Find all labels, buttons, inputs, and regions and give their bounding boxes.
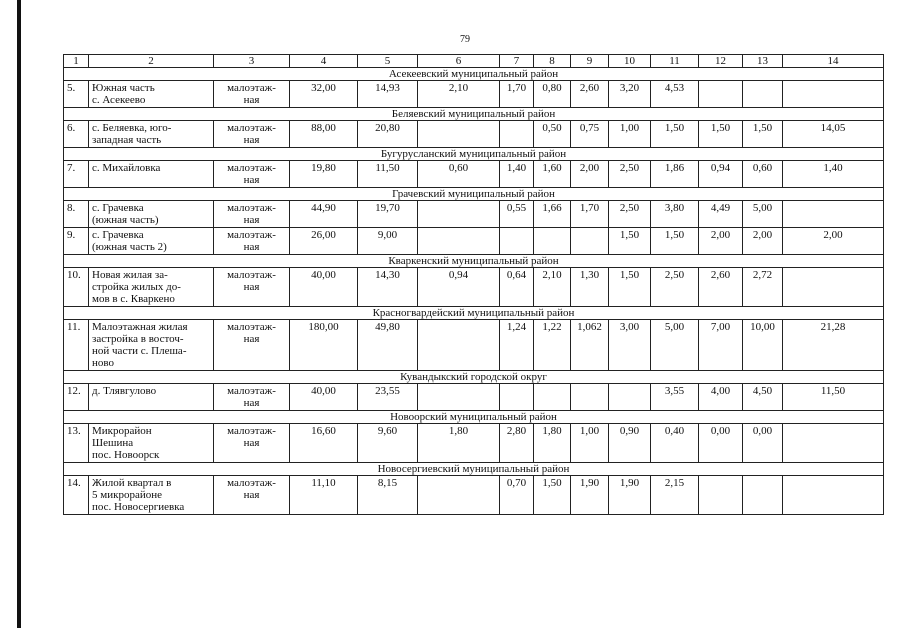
building-type: малоэтаж- ная (214, 320, 290, 371)
site-name: с. Михайловка (89, 161, 214, 188)
column-number-cell: 4 (290, 55, 358, 68)
building-type: малоэтаж- ная (214, 228, 290, 255)
building-type: малоэтаж- ная (214, 201, 290, 228)
value-cell (534, 384, 571, 411)
building-type: малоэтаж- ная (214, 81, 290, 108)
value-cell (743, 81, 783, 108)
district-row (64, 463, 884, 476)
value-cell: 21,28 (783, 320, 884, 371)
building-type: малоэтаж- ная (214, 384, 290, 411)
building-type: малоэтаж- ная (214, 476, 290, 515)
value-cell: 0,94 (699, 161, 743, 188)
table-row (64, 320, 884, 371)
page-number: 79 (460, 34, 470, 45)
building-type: малоэтаж- ная (214, 424, 290, 463)
value-cell: 5,00 (651, 320, 699, 371)
value-cell: 9,00 (358, 228, 418, 255)
site-name: с. Грачевка (южная часть 2) (89, 228, 214, 255)
table-body (64, 55, 884, 515)
building-type: малоэтаж- ная (214, 121, 290, 148)
value-cell: 40,00 (290, 268, 358, 307)
value-cell (500, 228, 534, 255)
site-name: с. Беляевка, юго- западная часть (89, 121, 214, 148)
value-cell: 11,10 (290, 476, 358, 515)
housing-table (63, 54, 884, 515)
value-cell (743, 476, 783, 515)
row-number: 10. (64, 268, 89, 307)
row-number: 12. (64, 384, 89, 411)
value-cell: 1,00 (609, 121, 651, 148)
value-cell: 0,75 (571, 121, 609, 148)
value-cell (783, 424, 884, 463)
row-number: 13. (64, 424, 89, 463)
value-cell: 14,30 (358, 268, 418, 307)
value-cell (534, 228, 571, 255)
column-number-cell: 8 (534, 55, 571, 68)
value-cell: 1,40 (783, 161, 884, 188)
value-cell: 44,90 (290, 201, 358, 228)
table-row (64, 81, 884, 108)
value-cell (571, 228, 609, 255)
building-type: малоэтаж- ная (214, 161, 290, 188)
column-number-cell: 12 (699, 55, 743, 68)
value-cell: 0,70 (500, 476, 534, 515)
district-name: Новоорский муниципальный район (64, 411, 884, 424)
value-cell: 4,50 (743, 384, 783, 411)
value-cell: 2,72 (743, 268, 783, 307)
value-cell: 14,05 (783, 121, 884, 148)
value-cell: 2,50 (609, 161, 651, 188)
table-row (64, 161, 884, 188)
value-cell: 23,55 (358, 384, 418, 411)
value-cell: 5,00 (743, 201, 783, 228)
column-number-cell: 10 (609, 55, 651, 68)
value-cell: 2,00 (571, 161, 609, 188)
district-row (64, 188, 884, 201)
site-name: Микрорайон Шешина пос. Новоорск (89, 424, 214, 463)
value-cell: 0,64 (500, 268, 534, 307)
value-cell: 1,40 (500, 161, 534, 188)
value-cell: 0,00 (743, 424, 783, 463)
value-cell: 3,20 (609, 81, 651, 108)
column-number-cell: 1 (64, 55, 89, 68)
district-row (64, 148, 884, 161)
table-row (64, 476, 884, 515)
row-number: 9. (64, 228, 89, 255)
value-cell (500, 121, 534, 148)
value-cell (418, 476, 500, 515)
column-number-cell: 3 (214, 55, 290, 68)
value-cell: 1,90 (571, 476, 609, 515)
value-cell (418, 228, 500, 255)
value-cell: 0,94 (418, 268, 500, 307)
value-cell: 1,60 (534, 161, 571, 188)
value-cell: 2,50 (609, 201, 651, 228)
value-cell: 0,55 (500, 201, 534, 228)
value-cell: 1,50 (534, 476, 571, 515)
value-cell: 20,80 (358, 121, 418, 148)
value-cell: 10,00 (743, 320, 783, 371)
value-cell: 2,80 (500, 424, 534, 463)
district-name: Кваркенский муниципальный район (64, 255, 884, 268)
value-cell (418, 384, 500, 411)
value-cell: 49,80 (358, 320, 418, 371)
row-number: 5. (64, 81, 89, 108)
value-cell: 4,00 (699, 384, 743, 411)
value-cell (699, 476, 743, 515)
district-name: Бугурусланский муниципальный район (64, 148, 884, 161)
value-cell: 4,49 (699, 201, 743, 228)
value-cell: 32,00 (290, 81, 358, 108)
value-cell: 1,80 (418, 424, 500, 463)
district-row (64, 411, 884, 424)
value-cell (783, 268, 884, 307)
column-number-cell: 11 (651, 55, 699, 68)
value-cell (783, 476, 884, 515)
district-name: Асекеевский муниципальный район (64, 68, 884, 81)
column-number-cell: 9 (571, 55, 609, 68)
value-cell: 2,00 (743, 228, 783, 255)
value-cell: 2,60 (571, 81, 609, 108)
value-cell: 1,062 (571, 320, 609, 371)
value-cell (609, 384, 651, 411)
district-name: Беляевский муниципальный район (64, 108, 884, 121)
site-name: Новая жилая за- стройка жилых до- мов в с. Кваркено (89, 268, 214, 307)
value-cell: 1,50 (651, 228, 699, 255)
value-cell: 2,00 (699, 228, 743, 255)
value-cell: 1,80 (534, 424, 571, 463)
value-cell (500, 384, 534, 411)
district-name: Красногвардейский муниципальный район (64, 307, 884, 320)
value-cell: 3,55 (651, 384, 699, 411)
value-cell: 0,00 (699, 424, 743, 463)
value-cell: 19,70 (358, 201, 418, 228)
value-cell: 11,50 (783, 384, 884, 411)
column-number-cell: 7 (500, 55, 534, 68)
value-cell: 88,00 (290, 121, 358, 148)
value-cell: 8,15 (358, 476, 418, 515)
value-cell: 1,22 (534, 320, 571, 371)
district-row (64, 68, 884, 81)
value-cell (783, 81, 884, 108)
value-cell: 2,00 (783, 228, 884, 255)
value-cell: 1,66 (534, 201, 571, 228)
district-row (64, 307, 884, 320)
district-name: Грачевский муниципальный район (64, 188, 884, 201)
district-row (64, 371, 884, 384)
value-cell: 1,90 (609, 476, 651, 515)
value-cell: 2,60 (699, 268, 743, 307)
value-cell: 0,80 (534, 81, 571, 108)
site-name: Южная часть с. Асекеево (89, 81, 214, 108)
value-cell: 1,50 (651, 121, 699, 148)
value-cell: 4,53 (651, 81, 699, 108)
column-number-row (64, 55, 884, 68)
value-cell (418, 121, 500, 148)
value-cell: 16,60 (290, 424, 358, 463)
row-number: 8. (64, 201, 89, 228)
value-cell: 3,80 (651, 201, 699, 228)
value-cell: 1,50 (609, 228, 651, 255)
value-cell: 19,80 (290, 161, 358, 188)
row-number: 6. (64, 121, 89, 148)
value-cell: 14,93 (358, 81, 418, 108)
column-number-cell: 6 (418, 55, 500, 68)
value-cell: 1,50 (609, 268, 651, 307)
value-cell: 1,30 (571, 268, 609, 307)
value-cell: 1,00 (571, 424, 609, 463)
column-number-cell: 13 (743, 55, 783, 68)
value-cell: 1,50 (699, 121, 743, 148)
district-row (64, 108, 884, 121)
site-name: Жилой квартал в 5 микрорайоне пос. Новосергиевка (89, 476, 214, 515)
value-cell: 1,50 (743, 121, 783, 148)
district-row (64, 255, 884, 268)
value-cell: 0,90 (609, 424, 651, 463)
value-cell: 1,24 (500, 320, 534, 371)
value-cell: 0,60 (418, 161, 500, 188)
table-row (64, 228, 884, 255)
column-number-cell: 2 (89, 55, 214, 68)
value-cell: 9,60 (358, 424, 418, 463)
row-number: 14. (64, 476, 89, 515)
value-cell: 2,10 (418, 81, 500, 108)
row-number: 11. (64, 320, 89, 371)
value-cell: 1,70 (500, 81, 534, 108)
value-cell (699, 81, 743, 108)
table-row (64, 201, 884, 228)
value-cell: 3,00 (609, 320, 651, 371)
table-row (64, 121, 884, 148)
column-number-cell: 14 (783, 55, 884, 68)
table-row (64, 268, 884, 307)
value-cell: 0,50 (534, 121, 571, 148)
value-cell (418, 201, 500, 228)
value-cell: 0,60 (743, 161, 783, 188)
table-row (64, 384, 884, 411)
value-cell (418, 320, 500, 371)
district-name: Новосергиевский муниципальный район (64, 463, 884, 476)
value-cell: 40,00 (290, 384, 358, 411)
value-cell: 2,10 (534, 268, 571, 307)
value-cell (571, 384, 609, 411)
value-cell: 1,70 (571, 201, 609, 228)
district-name: Кувандыкский городской округ (64, 371, 884, 384)
value-cell: 180,00 (290, 320, 358, 371)
value-cell: 2,50 (651, 268, 699, 307)
value-cell: 7,00 (699, 320, 743, 371)
value-cell (783, 201, 884, 228)
page-margin-bar (17, 0, 21, 628)
row-number: 7. (64, 161, 89, 188)
value-cell: 2,15 (651, 476, 699, 515)
site-name: с. Грачевка (южная часть) (89, 201, 214, 228)
site-name: Малоэтажная жилая застройка в восточ- ной части с. Плеша- ново (89, 320, 214, 371)
value-cell: 0,40 (651, 424, 699, 463)
value-cell: 11,50 (358, 161, 418, 188)
table-row (64, 424, 884, 463)
value-cell: 1,86 (651, 161, 699, 188)
site-name: д. Тлявгулово (89, 384, 214, 411)
column-number-cell: 5 (358, 55, 418, 68)
building-type: малоэтаж- ная (214, 268, 290, 307)
value-cell: 26,00 (290, 228, 358, 255)
